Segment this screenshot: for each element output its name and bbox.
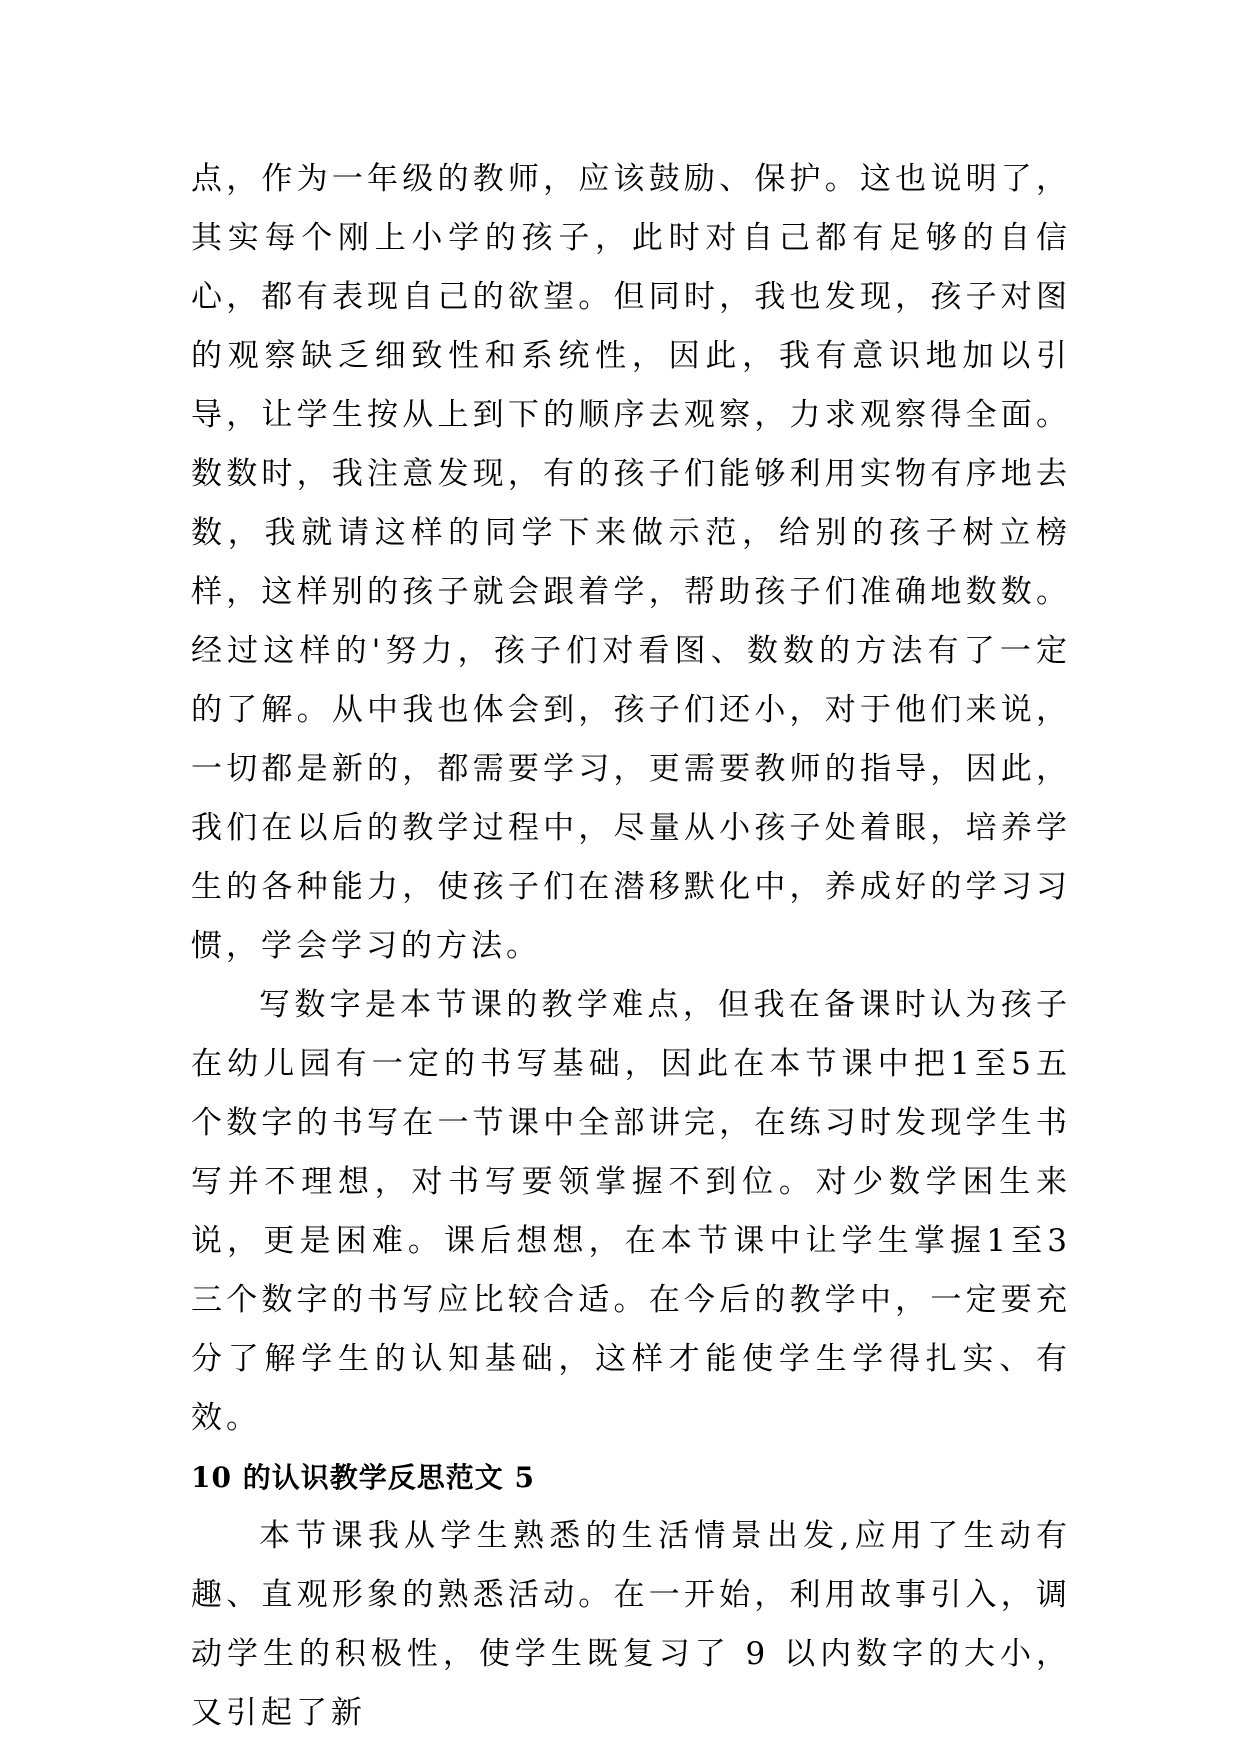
body-paragraph-writing-numbers: 写数字是本节课的教学难点，但我在备课时认为孩子在幼儿园有一定的书写基础，因此在本节课中把1至5五个数字的书写在一节课中全部讲完，在练习时发现学生书写并不理想，对书写要领掌握不到位。对少数学困生来说，更是困难。课后想想，在本节课中让学生掌握1至3三个数字的书写应比较合适。在今后的教学中，一定要充分了解学生的认知基础，这样才能使学生学得扎实、有效。 (191, 987, 1071, 1436)
body-paragraph-continued: 点，作为一年级的教师，应该鼓励、保护。这也说明了，其实每个刚上小学的孩子，此时对自己都有足够的自信心，都有表现自己的欲望。但同时，我也发现，孩子对图的观察缺乏细致性和系统性，因此，我有意识地加以引导，让学生按从上到下的顺序去观察，力求观察得全面。数数时，我注意发现，有的孩子们能够利用实物有序地去数，我就请这样的同学下来做示范，给别的孩子树立榜样，这样别的孩子就会跟着学，帮助孩子们准确地数数。经过这样的'努力，孩子们对看图、数数的方法有了一定的了解。从中我也体会到，孩子们还小，对于他们来说，一切都是新的，都需要学习，更需要教师的指导，因此，我们在以后的教学过程中，尽量从小孩子处着眼，培养学生的各种能力，使孩子们在潜移默化中，养成好的学习习惯，学会学习的方法。 (191, 161, 1071, 964)
document-page (191, 150, 1071, 1743)
body-paragraph-section-5: 本节课我从学生熟悉的生活情景出发,应用了生动有趣、直观形象的熟悉活动。在一开始，利用故事引入，调动学生的积极性，使学生既复习了 9 以内数字的大小，又引起了新 (191, 1518, 1071, 1731)
section-heading: 10 的认识教学反思范文 5 (191, 1461, 535, 1494)
